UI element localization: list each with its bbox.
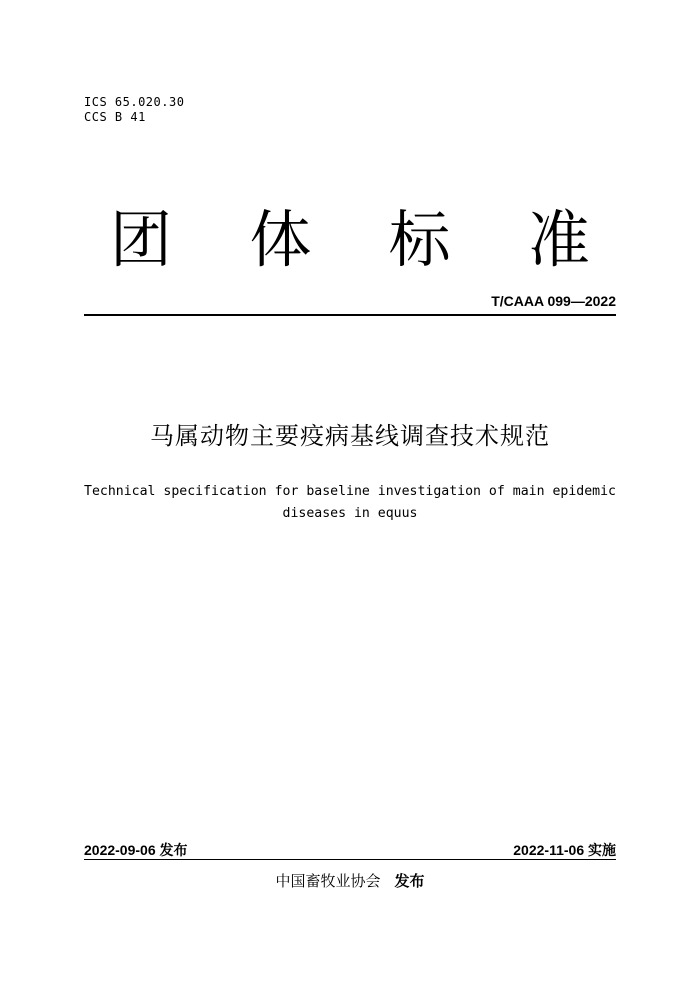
heading-char: 准 <box>527 203 590 276</box>
publisher-name: 中国畜牧业协会 <box>275 872 381 890</box>
ccs-code: CCS B 41 <box>84 110 146 124</box>
chinese-title: 马属动物主要疫病基线调查技术规范 <box>150 422 550 450</box>
heading-char: 标 <box>388 203 451 276</box>
publisher-line <box>0 871 700 891</box>
heading-char: 体 <box>249 203 312 276</box>
document-type-heading <box>110 204 590 276</box>
footer-divider <box>84 859 616 860</box>
heading-char: 团 <box>110 203 173 276</box>
header-divider <box>84 314 616 316</box>
standard-number: T/CAAA 099—2022 <box>491 293 616 309</box>
english-title: Technical specification for baseline investigation of main epidemic diseases in equus <box>84 484 616 521</box>
ics-code: ICS 65.020.30 <box>84 95 185 109</box>
publish-verb: 发布 <box>394 872 425 890</box>
implementation-date: 2022-11-06 实施 <box>513 842 616 858</box>
publish-date: 2022-09-06 发布 <box>84 842 188 858</box>
